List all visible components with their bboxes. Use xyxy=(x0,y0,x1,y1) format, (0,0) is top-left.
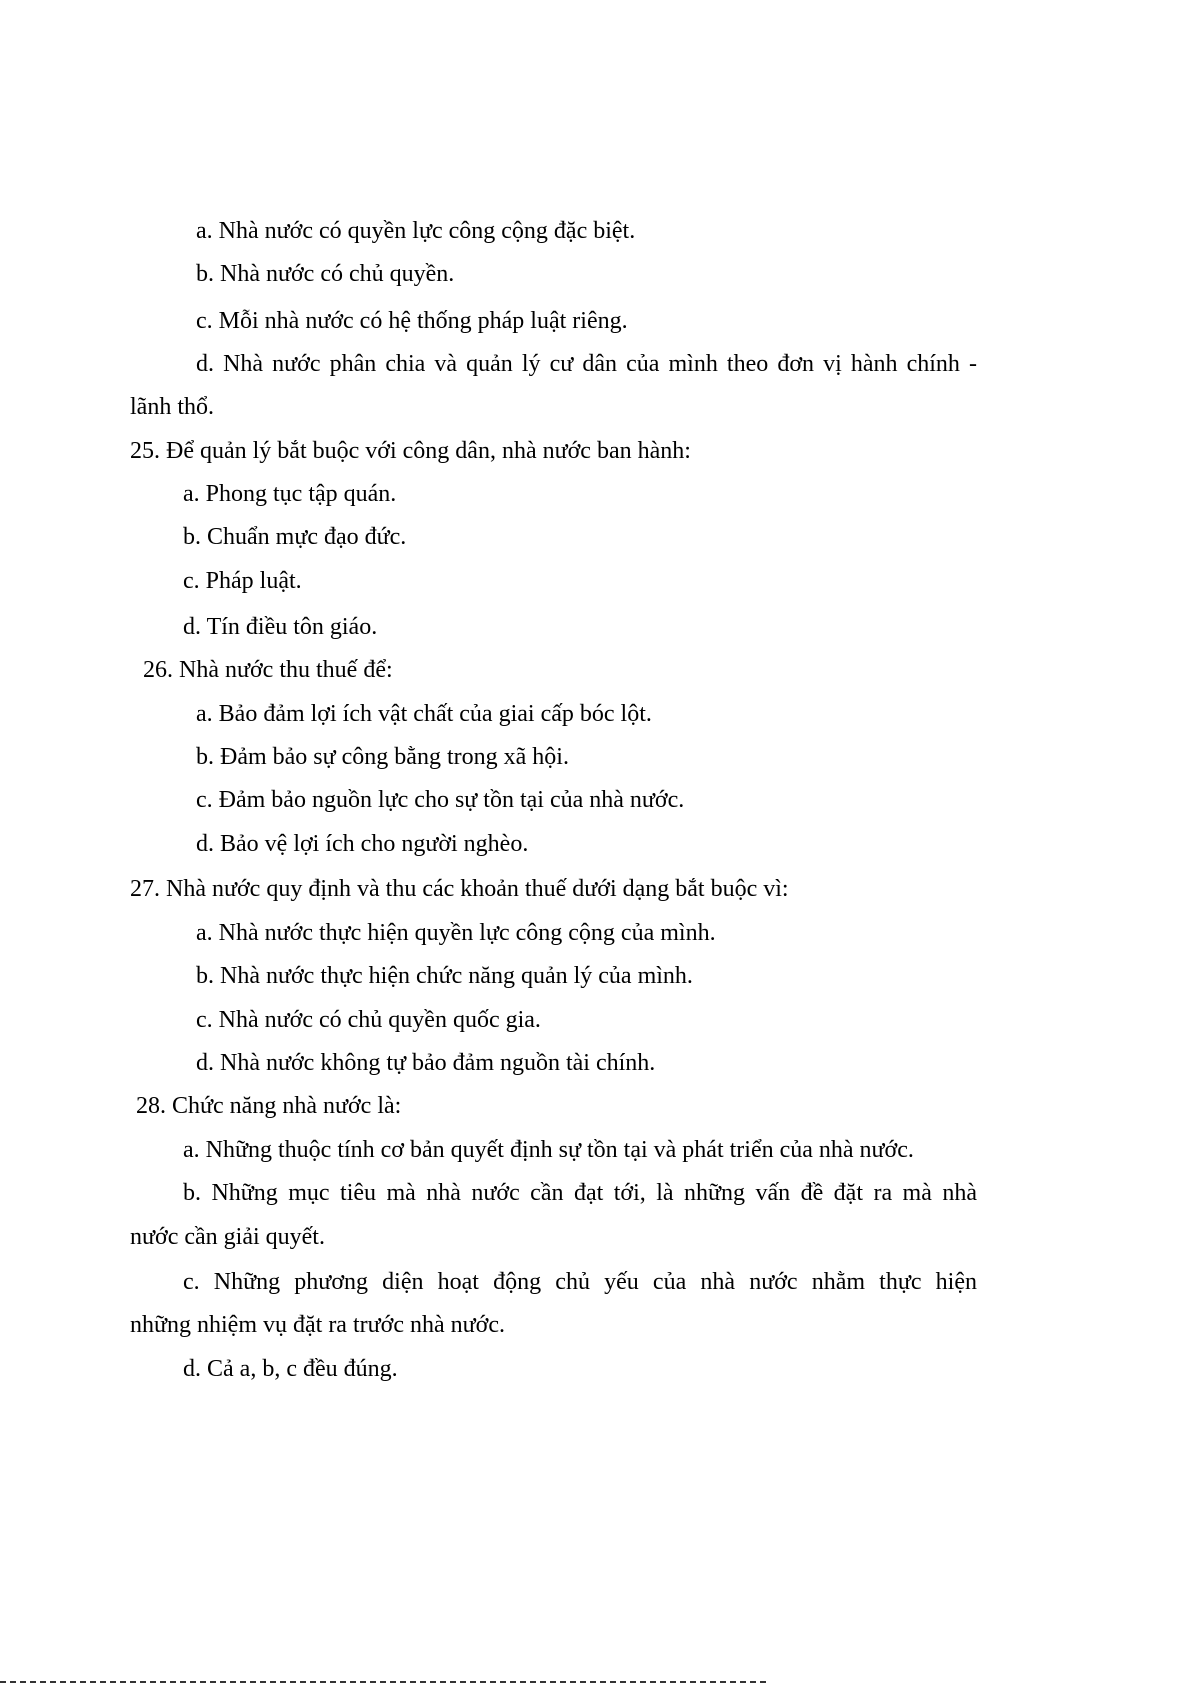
q24-option-c: c. Mỗi nhà nước có hệ thống pháp luật riêng. xyxy=(196,308,628,334)
q24-option-b: b. Nhà nước có chủ quyền. xyxy=(196,261,455,287)
q28-option-a: a. Những thuộc tính cơ bản quyết định sự tồn tại và phát triển của nhà nước. xyxy=(183,1137,914,1163)
q28-option-c: c. Những phương diện hoạt động chủ yếu của nhà nước nhằm thực hiện xyxy=(183,1269,977,1295)
q24-option-a: a. Nhà nước có quyền lực công cộng đặc biệt. xyxy=(196,218,636,244)
q25-option-d: d. Tín điều tôn giáo. xyxy=(183,614,378,640)
q26-option-a: a. Bảo đảm lợi ích vật chất của giai cấp bóc lột. xyxy=(196,701,652,727)
q25-option-a: a. Phong tục tập quán. xyxy=(183,481,397,507)
q28-option-d: d. Cả a, b, c đều đúng. xyxy=(183,1356,398,1382)
q27-option-a: a. Nhà nước thực hiện quyền lực công cộng của mình. xyxy=(196,920,716,946)
q25-option-c: c. Pháp luật. xyxy=(183,568,302,594)
q26-option-d: d. Bảo vệ lợi ích cho người nghèo. xyxy=(196,831,529,857)
q24-option-d-continuation: lãnh thổ. xyxy=(130,394,214,420)
q28-option-b: b. Những mục tiêu mà nhà nước cần đạt tới, là những vấn đề đặt ra mà nhà xyxy=(183,1180,977,1206)
q28-option-b-continuation: nước cần giải quyết. xyxy=(130,1224,325,1250)
q28-option-c-continuation: những nhiệm vụ đặt ra trước nhà nước. xyxy=(130,1312,505,1338)
question-25: 25. Để quản lý bắt buộc với công dân, nhà nước ban hành: xyxy=(130,438,691,464)
question-28: 28. Chức năng nhà nước là: xyxy=(136,1093,402,1119)
footer-rule xyxy=(0,1681,766,1683)
q24-option-d: d. Nhà nước phân chia và quản lý cư dân của mình theo đơn vị hành chính - xyxy=(196,351,977,377)
q26-option-c: c. Đảm bảo nguồn lực cho sự tồn tại của nhà nước. xyxy=(196,787,685,813)
q27-option-b: b. Nhà nước thực hiện chức năng quản lý của mình. xyxy=(196,963,693,989)
q26-option-b: b. Đảm bảo sự công bằng trong xã hội. xyxy=(196,744,569,770)
question-27: 27. Nhà nước quy định và thu các khoản thuế dưới dạng bắt buộc vì: xyxy=(130,876,789,902)
question-26: 26. Nhà nước thu thuế để: xyxy=(143,657,393,683)
q25-option-b: b. Chuẩn mực đạo đức. xyxy=(183,524,407,550)
q27-option-c: c. Nhà nước có chủ quyền quốc gia. xyxy=(196,1007,541,1033)
q27-option-d: d. Nhà nước không tự bảo đảm nguồn tài chính. xyxy=(196,1050,656,1076)
